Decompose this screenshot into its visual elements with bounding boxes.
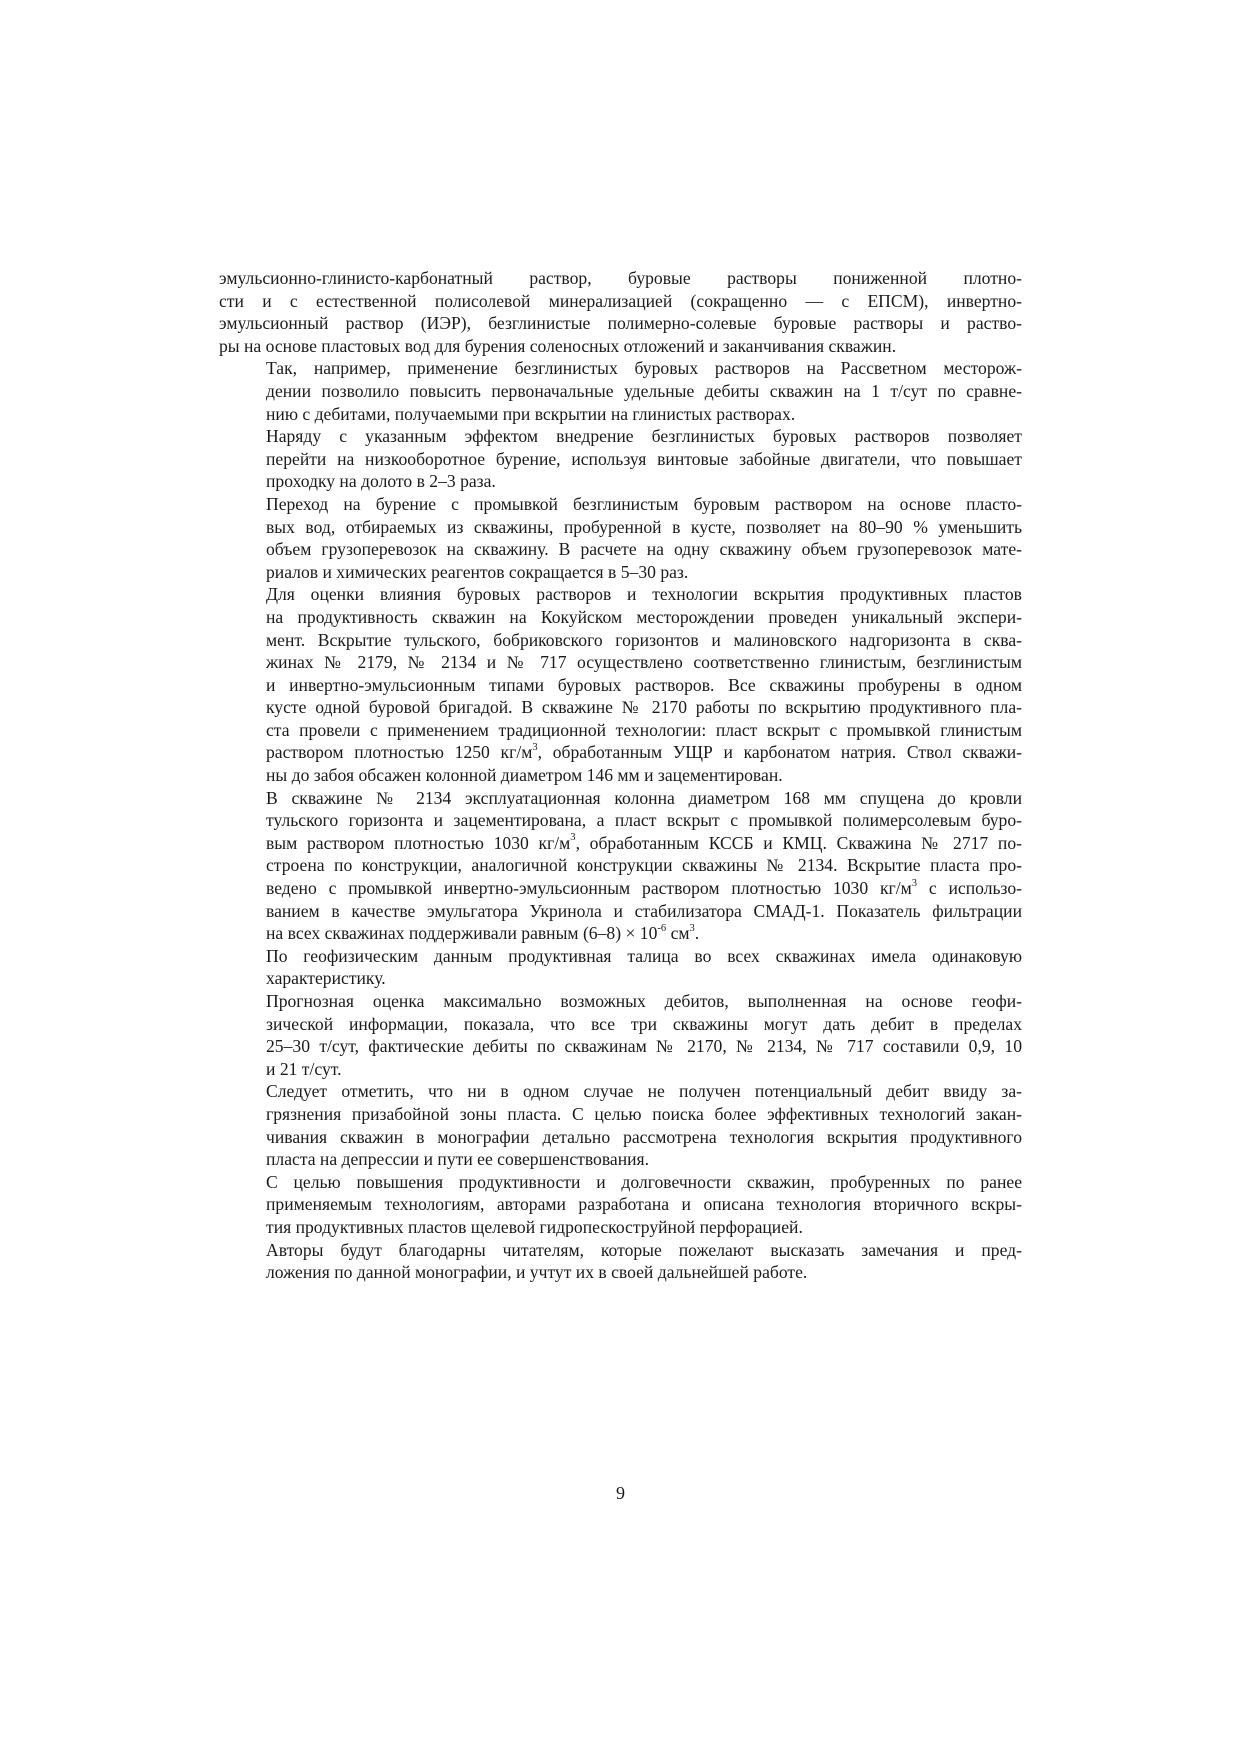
- text-line: дении позволило повысить первоначальные удельные дебиты скважин на 1 т/сут по сравне-: [266, 380, 1022, 401]
- text-line: применяемым технологиям, авторами разработана и описана технология вторичного вскры-: [266, 1194, 1022, 1215]
- text-line: кусте одной буровой бригадой. В скважине № 2170 работы по вскрытию продуктивного пла-: [266, 697, 1022, 718]
- paragraph: [219, 357, 1022, 425]
- text-line: проходку на долото в 2–3 раза.: [266, 471, 496, 492]
- text-line: объем грузоперевозок на скважину. В расчете на одну скважину объем грузоперевозок мате-: [266, 539, 1022, 560]
- text-line: Так, например, применение безглинистых буровых растворов на Рассветном месторож-: [266, 358, 1022, 379]
- text-line: вых вод, отбираемых из скважины, пробуренной в кусте, позволяет на 80–90 % уменьшить: [266, 516, 1022, 537]
- text-line: сти и с естественной полисолевой минерализацией (сокращенно — с ЕПСМ), инвертно-: [219, 290, 1022, 311]
- text-line: ны до забоя обсажен колонной диаметром 146 мм и зацементирован.: [266, 765, 783, 786]
- paragraph: [219, 493, 1022, 583]
- text-line: Для оценки влияния буровых растворов и технологии вскрытия продуктивных пластов: [266, 584, 1022, 605]
- paragraph: [219, 583, 1022, 786]
- text-line: на продуктивность скважин на Кокуйском месторождении проведен уникальный экспери-: [266, 606, 1022, 627]
- text-line: Прогнозная оценка максимально возможных дебитов, выполненная на основе геофи-: [266, 991, 1022, 1011]
- text-line: чивания скважин в монографии детально рассмотрена технология вскрытия продуктивного: [266, 1126, 1022, 1147]
- text-line: эмульсионный раствор (ИЭР), безглинистые полимерно-солевые буровые растворы и раство-: [219, 313, 1022, 334]
- text-line: характеристику.: [266, 968, 386, 989]
- text-line: и инвертно-эмульсионным типами буровых растворов. Все скважины пробурены в одном: [266, 674, 1022, 695]
- paragraph: [219, 945, 1022, 990]
- text-line: тульского горизонта и зацементирована, а пласт вскрыт с промывкой полимерсолевым буро-: [266, 810, 1022, 831]
- text-line: По геофизическим данным продуктивная талица во всех скважинах имела одинаковую: [266, 945, 1022, 966]
- text-line: ложения по данной монографии, и учтут их в своей дальнейшей работе.: [266, 1262, 808, 1283]
- text-line: С целью повышения продуктивности и долговечности скважин, пробуренных по ранее: [266, 1171, 1022, 1192]
- text-line: и 21 т/сут.: [266, 1058, 342, 1079]
- paragraph: [219, 425, 1022, 493]
- text-line: ры на основе пластовых вод для бурения соленосных отложений и заканчивания скважин.: [219, 335, 897, 356]
- text-line: Авторы будут благодарны читателям, которые пожелают высказать замечания и пред-: [266, 1239, 1022, 1260]
- paragraph: [219, 1080, 1022, 1170]
- text-line: строена по конструкции, аналогичной конструкции скважины № 2134. Вскрытие пласта про-: [266, 855, 1022, 876]
- text-line: ста провели с применением традиционной технологии: пласт вскрыт с промывкой глинистым: [266, 719, 1022, 740]
- text-line: риалов и химических реагентов сокращается в 5–30 раз.: [266, 561, 689, 582]
- text-line: ванием в качестве эмульгатора Укринола и стабилизатора СМАД-1. Показатель фильтрации: [266, 900, 1022, 921]
- page-number: 9: [616, 1483, 625, 1503]
- text-line: пласта на депрессии и пути ее совершенствования.: [266, 1149, 650, 1170]
- paragraph: [219, 1239, 1022, 1284]
- text-line: ведено с промывкой инвертно-эмульсионным раствором плотностью 1030 $кг/м^3$ с использо-: [266, 877, 1022, 899]
- text-line: Следует отметить, что ни в одном случае не получен потенциальный дебит ввиду за-: [266, 1081, 1022, 1102]
- body-text: [219, 267, 1022, 1284]
- text-line: Наряду с указанным эффектом внедрение безглинистых буровых растворов позволяет: [266, 426, 1022, 447]
- text-line: раствором плотностью 1250 $кг/м^3$, обработанным УЩР и карбонатом натрия. Ствол скважи-: [266, 742, 1023, 763]
- paragraph: [219, 990, 1022, 1080]
- text-line: перейти на низкооборотное бурение, используя винтовые забойные двигатели, что повышает: [266, 448, 1022, 469]
- text-line: на всех скважинах поддерживали равным $(6-8) \times 10^{-6}$ $см^3$.: [266, 922, 700, 944]
- text-line: эмульсионно-глинисто-карбонатный раствор, буровые растворы пониженной плотно-: [219, 268, 1022, 288]
- text-line: жинах № 2179, № 2134 и № 717 осуществлено соответственно глинистым, безглинистым: [266, 652, 1022, 673]
- text-line: нию с дебитами, получаемыми при вскрытии на глинистых растворах.: [266, 403, 796, 424]
- paragraph: [219, 787, 1022, 945]
- text-line: мент. Вскрытие тульского, бобриковского горизонтов и малиновского надгоризонта в сква-: [266, 629, 1022, 650]
- paragraph: [219, 267, 1022, 357]
- text-line: В скважине № 2134 эксплуатационная колонна диаметром 168 мм спущена до кровли: [266, 787, 1022, 808]
- text-line: Переход на бурение с промывкой безглинистым буровым раствором на основе пласто-: [266, 493, 1022, 514]
- text-line: вым раствором плотностью 1030 $кг/м^3$, обработанным КССБ и КМЦ. Скважина № 2717 по-: [266, 832, 1022, 853]
- text-line: 25–30 т/сут, фактические дебиты по скважинам № 2170, № 2134, № 717 составили 0,9, 10: [266, 1036, 1022, 1057]
- paragraph: [219, 1171, 1022, 1239]
- text-line: тия продуктивных пластов щелевой гидропескоструйной перфорацией.: [266, 1216, 803, 1237]
- text-line: зической информации, показала, что все три скважины могут дать дебит в пределах: [266, 1013, 1022, 1034]
- text-line: грязнения призабойной зоны пласта. С целью поиска более эффективных технологий закан-: [266, 1103, 1022, 1124]
